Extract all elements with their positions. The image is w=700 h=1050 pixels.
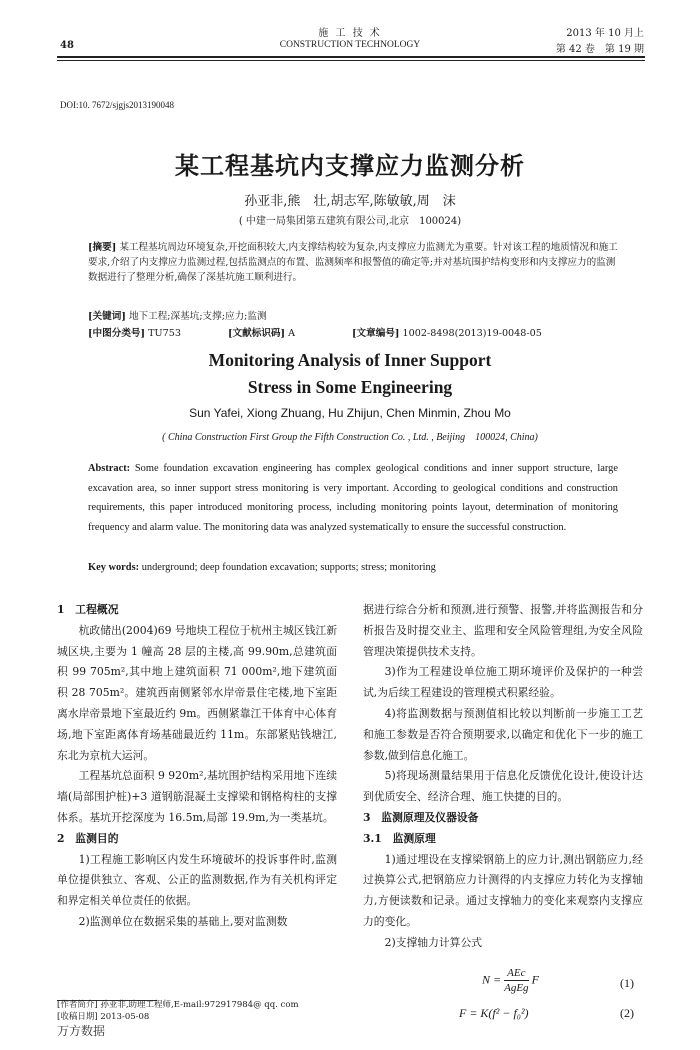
affiliation-en: ( China Construction First Group the Fifth Construction Co. , Ltd. , Beijing 100024, China) xyxy=(162,432,538,443)
title-en xyxy=(0,347,700,401)
right-paragraph-2: 3)作为工程建设单位施工期环境评价及保护的一种尝试,为后续工程建设的管理模式积累经验。 xyxy=(363,665,643,700)
section-1-heading: 1 工程概况 xyxy=(57,603,119,616)
abstract-cn-text: 某工程基坑周边环境复杂,开挖面积较大,内支撑结构较为复杂,内支撑应力监测尤为重要。针对该工程的地质情况和施工要求,介绍了内支撑应力监测过程,包括监测点的布置、监测频率和报警值的确定等;并对基坑围护结构变形和内支撑应力的监测数据进行了整理分析,确保了深基坑施工顺利进行。 xyxy=(88,242,618,283)
received-date-footnote: [收稿日期] 2013-05-08 xyxy=(57,1012,150,1022)
right-column xyxy=(363,600,643,954)
article-no-label: [文章编号] xyxy=(352,328,400,339)
equation-1-number: (1) xyxy=(620,976,634,990)
authors-en: Sun Yafei, Xiong Zhuang, Hu Zhijun, Chen Minmin, Zhou Mo xyxy=(189,406,511,420)
section-1-paragraph-1: 杭政储出(2004)69 号地块工程位于杭州主城区钱江新城区块,主要为 1 幢高 28 层的主楼,高 99.90m,总建筑面积 99 705m²,其中地上建筑面积 71 000m²,地下建筑面积 28 705m²。建筑西南侧紧邻水岸帝景住宅楼,地下室距离水岸帝景地下室最近约 9m。西侧紧靠江干体育中心体育场,地下室距离体育场基础最近约 11m。东部紧贴钱塘江,东北为京杭大运河。 xyxy=(57,623,337,762)
header-rule-thin xyxy=(57,60,645,61)
equation-1-numerator: AEc xyxy=(504,966,528,981)
section-3-1-heading: 3.1 监测原理 xyxy=(363,831,436,845)
page-number: 48 xyxy=(60,40,74,51)
section-1-paragraph-2: 工程基坑总面积 9 920m²,基坑围护结构采用地下连续墙(局部围护桩)+3 道钢筋混凝土支撑梁和钢格构柱的支撑体系。基坑开挖深度为 16.5m,局部 19.9m,为一类基坑。 xyxy=(57,769,337,824)
doc-code-label: [文献标识码] xyxy=(228,328,286,339)
doi: DOI:10. 7672/sjgjs2013190048 xyxy=(60,100,175,110)
equation-1-denominator: AgEg xyxy=(504,982,529,994)
equation-2-number: (2) xyxy=(620,1006,634,1020)
journal-name-en: CONSTRUCTION TECHNOLOGY xyxy=(279,40,421,50)
right-paragraph-1: 据进行综合分析和预测,进行预警、报警,并将监测报告和分析报告及时提交业主、监理和安全风险管理组,为安全风险管理决策提供技术支持。 xyxy=(363,603,643,658)
right-paragraph-6: 2)支撑轴力计算公式 xyxy=(384,935,483,949)
keywords-en xyxy=(88,558,618,578)
clc-label: [中图分类号] xyxy=(88,328,146,339)
abstract-en-label: Abstract: xyxy=(88,463,131,474)
title-cn: 某工程基坑内支撑应力监测分析 xyxy=(175,151,525,180)
section-2-paragraph-1: 1)工程施工影响区内发生环境破坏的投诉事件时,监测单位提供独立、客观、公正的监测数据,作为有关机构评定和界定相关单位责任的依据。 xyxy=(57,852,337,908)
article-no-row xyxy=(352,326,618,341)
watermark: 万方数据 xyxy=(57,1024,106,1038)
issue-date: 2013 年 10 月上 xyxy=(566,28,644,39)
abstract-cn xyxy=(88,240,618,285)
keywords-en-label: Key words: xyxy=(88,562,140,573)
doc-code-row xyxy=(228,326,348,341)
section-3-heading: 3 监测原理及仪器设备 xyxy=(363,810,479,824)
author-info-footnote: [作者简介] 孙亚非,助理工程师,E-mail:972917984@ qq. com xyxy=(57,1000,299,1010)
keywords-en-text: underground; deep foundation excavation; supports; stress; monitoring xyxy=(141,562,436,573)
affiliation-cn: ( 中建一局集团第五建筑有限公司,北京 100024) xyxy=(238,216,462,227)
authors-cn: 孙亚非,熊 壮,胡志军,陈敏敏,周 沫 xyxy=(244,194,456,209)
left-column xyxy=(57,600,337,933)
volume-issue: 第 42 卷 第 19 期 xyxy=(555,44,644,55)
clc-value: TU753 xyxy=(148,328,181,339)
equation-2: F = K(f² − f₀²) xyxy=(459,1006,529,1020)
keywords-cn-label: [关键词] xyxy=(88,311,126,322)
section-2-paragraph-2: 2)监测单位在数据采集的基础上,要对监测数 xyxy=(78,914,288,928)
right-paragraph-4: 5)将现场测量结果用于信息化反馈优化设计,使设计达到优质安全、经济合理、施工快捷的目的。 xyxy=(363,769,643,804)
section-2-heading: 2 监测目的 xyxy=(57,831,119,845)
keywords-cn xyxy=(88,309,618,324)
title-en-line2: Stress in Some Engineering xyxy=(247,377,453,397)
right-paragraph-5: 1)通过埋设在支撑梁钢筋上的应力计,测出钢筋应力,经过换算公式,把钢筋应力计测得的内支撑应力转化为支撑轴力,方便读数和记录。通过支撑轴力的变化来观察内支撑应力的变化。 xyxy=(363,852,643,928)
abstract-en xyxy=(88,459,618,537)
title-en-line1: Monitoring Analysis of Inner Support xyxy=(208,350,492,370)
header-rule xyxy=(57,56,645,58)
journal-name-cn: 施 工 技 术 xyxy=(318,28,382,39)
equation-1-fraction xyxy=(504,966,528,995)
equation-1-tail: F xyxy=(531,972,539,987)
equation-1 xyxy=(482,966,539,995)
abstract-en-text: Some foundation excavation engineering has complex geological conditions and inner support structure, large excavation area, so inner support stress monitoring is very important. According to geological conditions and construction requirements, this paper introduced monitoring process, including monitoring points layout, determination of monitoring frequency and alarm value. The monitoring data was analyzed systematically to ensure the successful construction. xyxy=(88,463,618,533)
right-paragraph-3: 4)将监测数据与预测值相比较以判断前一步施工工艺和施工参数是否符合预期要求,以确定和优化下一步的施工参数,做到信息化施工。 xyxy=(363,706,643,762)
doc-code-value: A xyxy=(288,328,296,339)
keywords-cn-text: 地下工程;深基坑;支撑;应力;监测 xyxy=(128,311,267,322)
article-no-value: 1002-8498(2013)19-0048-05 xyxy=(402,328,542,339)
abstract-cn-label: [摘要] xyxy=(88,242,117,253)
equation-1-lhs: N = xyxy=(482,972,502,987)
